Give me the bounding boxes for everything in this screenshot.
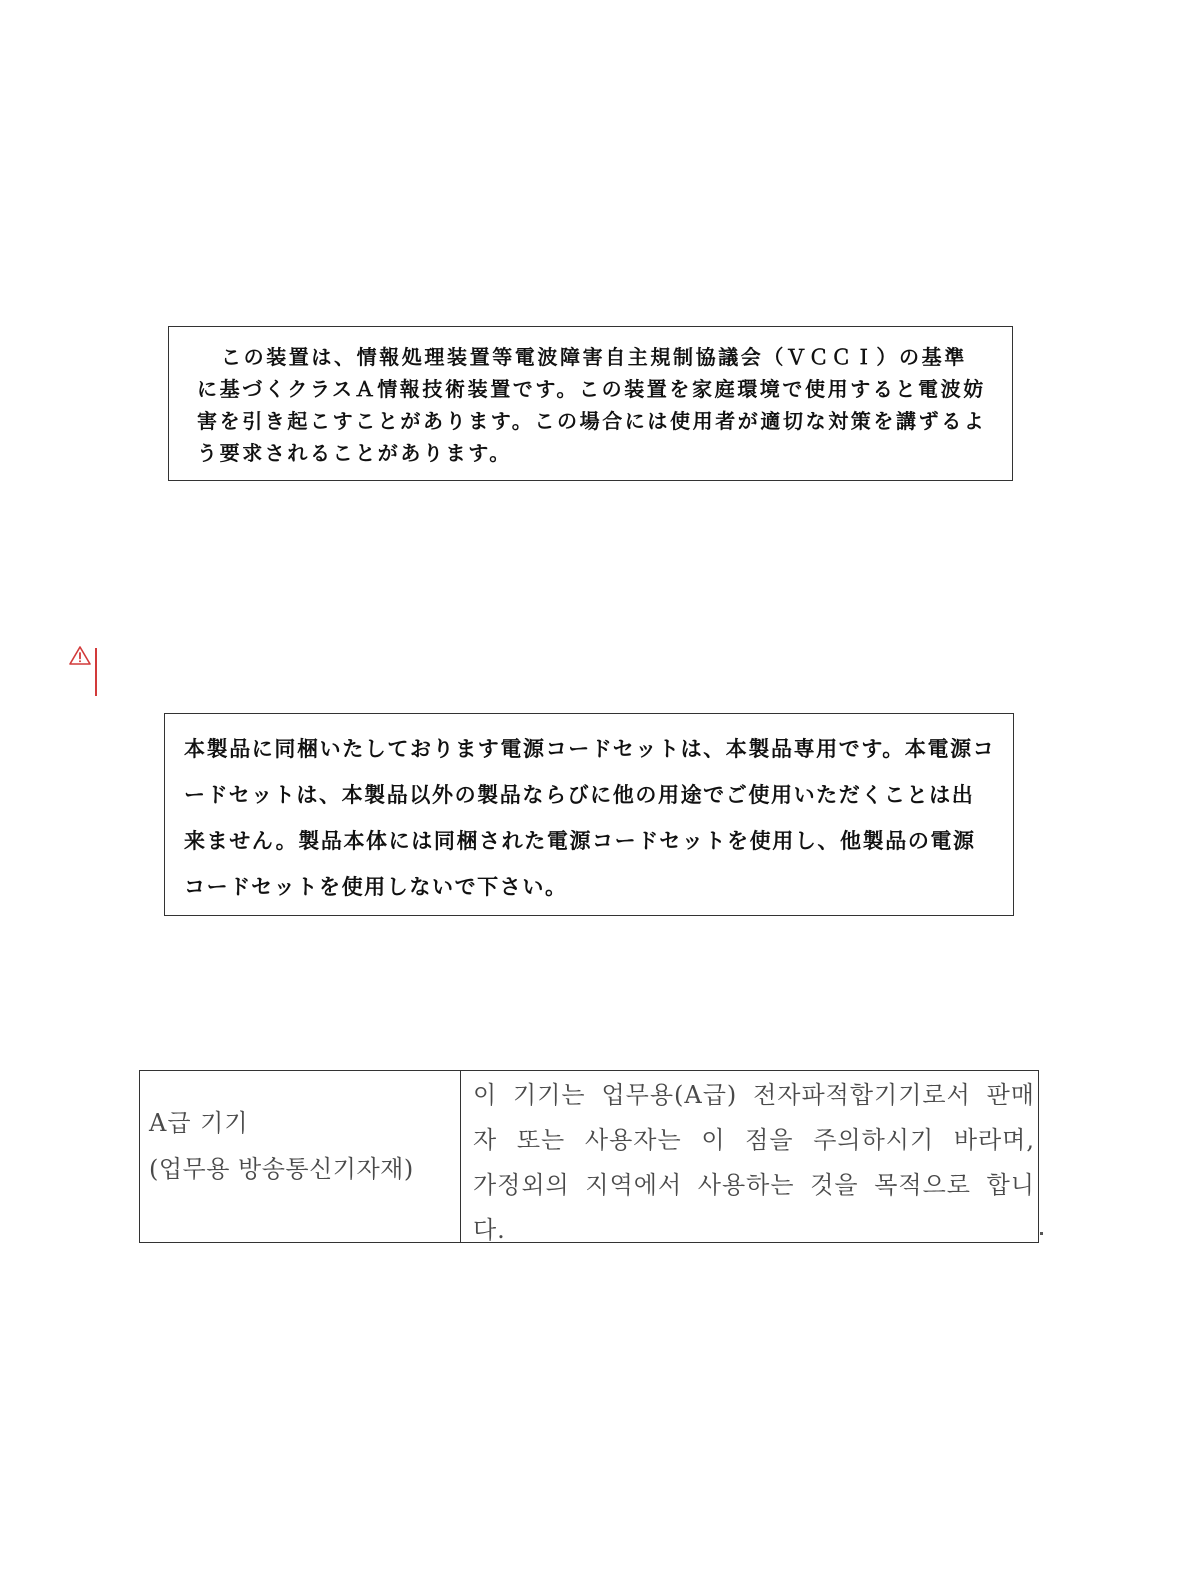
- vcci-notice-text: この装置は、情報処理装置等電波障害自主規制協議会（ＶＣＣＩ）の基準に基づくクラスＡ情報技術装置です。この装置を家庭環境で使用すると電波妨害を引き起こすことがあります。この場合には使用者が適切な対策を講ずるよう要求されることがあります。: [197, 345, 987, 465]
- korean-class-title: A급 기기: [149, 1109, 249, 1137]
- power-cord-notice-box: [164, 713, 1014, 916]
- korean-notice-text-cell: [461, 1071, 1038, 1242]
- warning-triangle-icon: [68, 644, 92, 668]
- power-cord-notice-text: 本製品に同梱いたしております電源コードセットは、本製品専用です。本電源コードセットは、本製品以外の製品ならびに他の用途でご使用いただくことは出来ません。製品本体には同梱された電源コードセットを使用し、他製品の電源コードセットを使用しないで下さい。: [184, 737, 996, 899]
- korean-class-subtitle: (업무용 방송통신기자재): [149, 1155, 414, 1183]
- vcci-notice-box: [168, 326, 1013, 481]
- warning-marker: [68, 644, 104, 696]
- change-bar: [95, 648, 97, 696]
- korean-notice-table: [139, 1070, 1039, 1243]
- korean-notice-label-cell: [140, 1071, 461, 1242]
- stray-dot: [1040, 1232, 1043, 1235]
- korean-notice-text: 이 기기는 업무용(A급) 전자파적합기기로서 판매자 또는 사용자는 이 점을 주의하시기 바라며, 가정외의 지역에서 사용하는 것을 목적으로 합니다.: [473, 1081, 1035, 1244]
